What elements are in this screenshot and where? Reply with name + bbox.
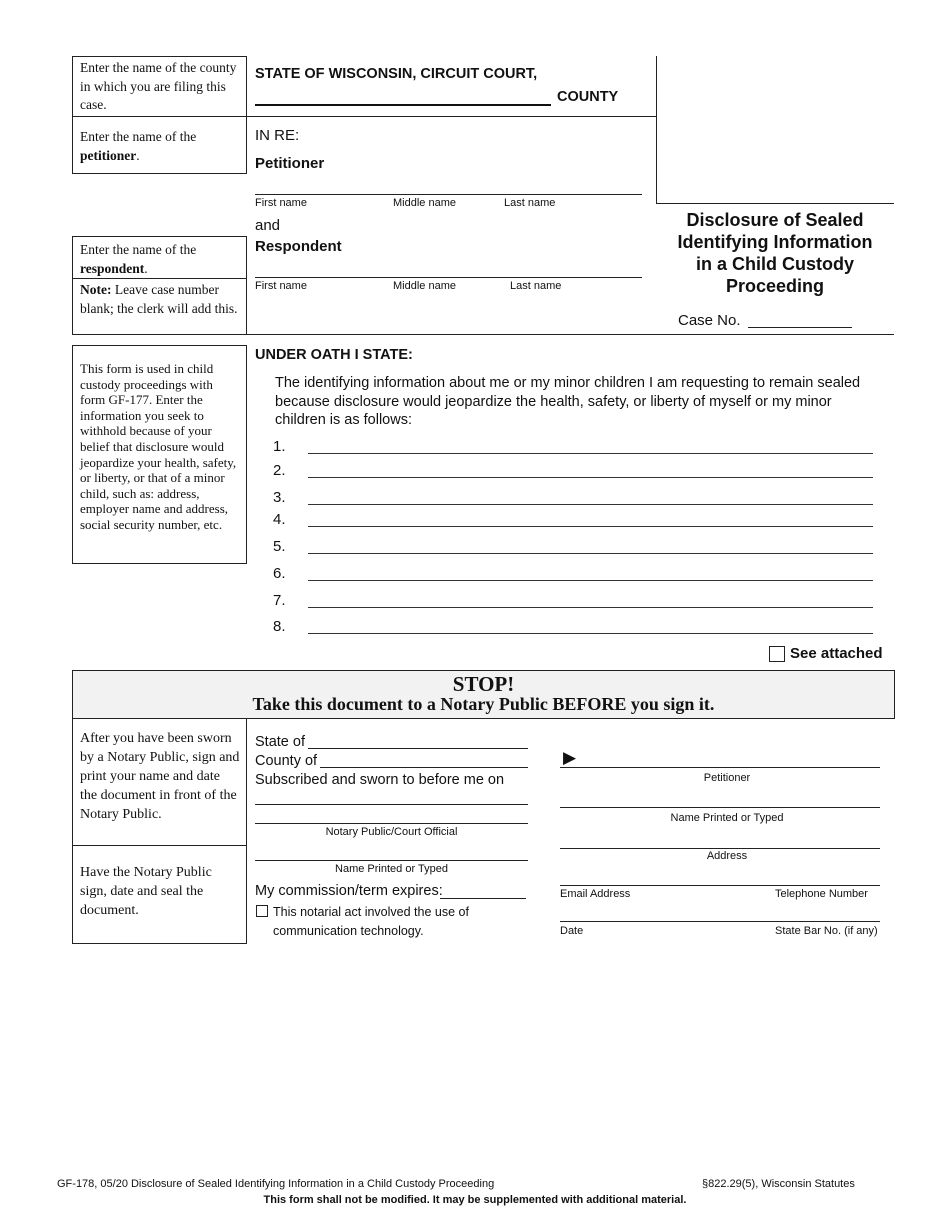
petitioner-name-line[interactable]: [255, 194, 642, 195]
item-number-2: 2.: [273, 462, 286, 479]
address-line[interactable]: [560, 848, 880, 849]
case-no-label: Case No.: [678, 312, 741, 329]
footer-notice: This form shall not be modified. It may be supplemented with additional material.: [263, 1194, 687, 1206]
item-line-6[interactable]: [308, 580, 873, 581]
instruction-respondent: Enter the name of the respondent.: [80, 242, 197, 276]
instruction-county: Enter the name of the county in which you are filing this case.: [80, 60, 237, 112]
petitioner-signature-line[interactable]: [560, 767, 880, 768]
court-line: STATE OF WISCONSIN, CIRCUIT COURT,: [255, 66, 538, 82]
oath-statement: The identifying information about me or my minor children I am requesting to remain sealed because disclosure would jeopardize the health, safety, or liberty of myself or my minor children is as follows:: [275, 375, 861, 428]
title-line-3: in a Child Custody: [695, 254, 854, 274]
instruction-notary-sign: After you have been sworn by a Notary Public, sign and print your name and date the document in front of the Notary Public.: [80, 731, 240, 822]
date-bar-line[interactable]: [560, 921, 880, 922]
subscribed-date-line[interactable]: [255, 804, 528, 805]
footer-form-id: GF-178, 05/20 Disclosure of Sealed Identifying Information in a Child Custody Proceeding: [57, 1178, 495, 1190]
respondent-last-name-label: Last name: [510, 280, 562, 292]
note-label: Note:: [80, 282, 112, 297]
item-number-5: 5.: [273, 538, 286, 555]
item-number-3: 3.: [273, 489, 286, 506]
see-attached-label: See attached: [790, 645, 883, 662]
item-line-8[interactable]: [308, 633, 873, 634]
instruction-petitioner-bold: petitioner: [80, 147, 137, 163]
county-of-label: County of: [255, 753, 318, 769]
county-of-line[interactable]: [320, 767, 528, 768]
petitioner-first-name-label: First name: [255, 197, 307, 209]
commission-line[interactable]: [440, 898, 526, 899]
and-label: and: [255, 217, 281, 234]
stop-title: STOP!: [452, 672, 515, 696]
form-title: [656, 209, 894, 297]
instruction-respondent-prefix: Enter the name of the: [80, 242, 197, 257]
item-number-8: 8.: [273, 618, 286, 635]
county-label: COUNTY: [557, 89, 619, 105]
caption-bottom-border: [247, 334, 894, 335]
item-line-7[interactable]: [308, 607, 873, 608]
instruction-respondent-bold: respondent: [80, 260, 145, 276]
item-number-1: 1.: [273, 438, 286, 455]
email-telephone-line[interactable]: [560, 885, 880, 886]
county-name-line[interactable]: [255, 104, 551, 106]
respondent-first-name-label: First name: [255, 280, 307, 292]
notary-signature-line[interactable]: [255, 823, 528, 824]
caption-right-border: [656, 56, 657, 203]
instruction-notary-seal: Have the Notary Public sign, date and seal the document.: [80, 865, 212, 918]
notary-name-printed-label: Name Printed or Typed: [335, 863, 448, 875]
item-line-3[interactable]: [308, 504, 873, 505]
subscribed-label: Subscribed and sworn to before me on: [255, 772, 505, 788]
instruction-petitioner-prefix: Enter the name of the: [80, 129, 197, 144]
oath-heading: UNDER OATH I STATE:: [255, 347, 413, 363]
instruction-form-use: This form is used in child custody proceedings with form GF-177. Enter the information you seek to withhold because of your belief that disclosure would jeopardize your health, safety, or liberty, or that of a minor child, such as: address, employer name and address, social security number, etc.: [80, 361, 237, 532]
item-number-4: 4.: [273, 511, 286, 528]
address-label: Address: [706, 850, 748, 862]
title-line-2: Identifying Information: [677, 232, 873, 252]
notary-name-line[interactable]: [255, 860, 528, 861]
state-of-line[interactable]: [308, 748, 528, 749]
item-line-2[interactable]: [308, 477, 873, 478]
title-top-border: [656, 203, 894, 204]
stop-message: Take this document to a Notary Public BEFORE you sign it.: [252, 694, 715, 714]
see-attached-checkbox[interactable]: [769, 646, 785, 662]
notary-official-label: Notary Public/Court Official: [325, 826, 458, 838]
respondent-middle-name-label: Middle name: [393, 280, 456, 292]
title-line-4: Proceeding: [725, 276, 825, 296]
respondent-name-line[interactable]: [255, 277, 642, 278]
signature-arrow-icon: ▶: [563, 748, 577, 767]
case-no-line[interactable]: [748, 327, 852, 328]
in-re-label: IN RE:: [255, 127, 300, 144]
footer-statute: §822.29(5), Wisconsin Statutes: [702, 1178, 855, 1190]
item-number-7: 7.: [273, 592, 286, 609]
email-label: Email Address: [560, 888, 631, 900]
notarial-act-label: This notarial act involved the use of communication technology.: [273, 905, 469, 938]
state-of-label: State of: [255, 734, 305, 750]
item-number-6: 6.: [273, 565, 286, 582]
item-line-4[interactable]: [308, 526, 873, 527]
instruction-petitioner: Enter the name of the petitioner.: [80, 129, 197, 163]
telephone-label: Telephone Number: [775, 888, 868, 900]
item-line-5[interactable]: [308, 553, 873, 554]
caption-divider: [247, 116, 656, 117]
petitioner-name-printed-line[interactable]: [560, 807, 880, 808]
petitioner-middle-name-label: Middle name: [393, 197, 456, 209]
title-line-1: Disclosure of Sealed: [686, 210, 864, 230]
respondent-label: Respondent: [255, 238, 342, 255]
petitioner-label: Petitioner: [255, 155, 325, 172]
state-bar-label: State Bar No. (if any): [775, 925, 878, 937]
commission-label: My commission/term expires:: [255, 883, 443, 899]
date-label: Date: [560, 925, 584, 937]
item-line-1[interactable]: [308, 453, 873, 454]
notarial-act-checkbox[interactable]: [256, 905, 268, 917]
instruction-note: [80, 281, 240, 318]
petitioner-signature-label: Petitioner: [703, 772, 751, 784]
petitioner-last-name-label: Last name: [504, 197, 556, 209]
note-text: Leave case number blank; the clerk will add this.: [80, 282, 238, 316]
petitioner-name-printed-label: Name Printed or Typed: [670, 812, 784, 824]
